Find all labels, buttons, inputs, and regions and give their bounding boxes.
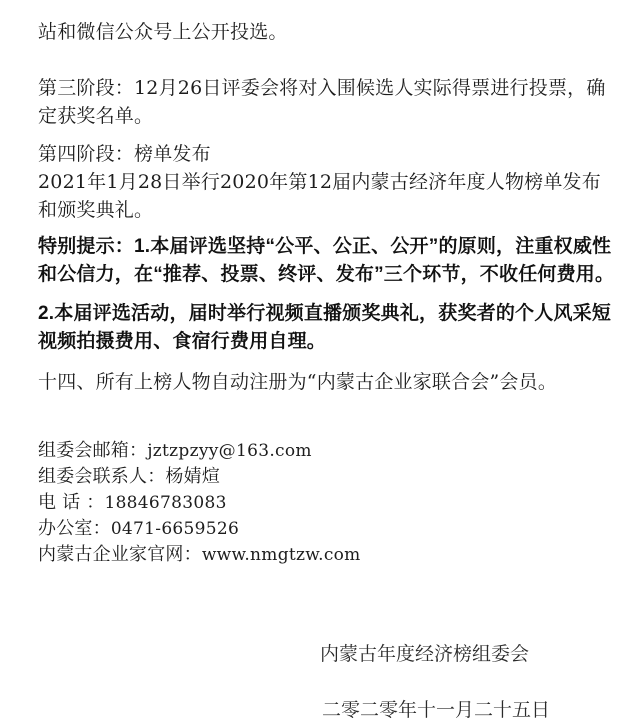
contact-office-line bbox=[38, 516, 618, 542]
contact-office-value: 0471-6659526 bbox=[110, 519, 240, 539]
paragraph-stage4-detail: 2021年1月28日举行2020年第12届内蒙古经济年度人物榜单发布和颁奖典礼。 bbox=[38, 171, 601, 221]
paragraph-stage4-heading: 第四阶段：榜单发布 bbox=[38, 143, 211, 165]
signature-committee: 内蒙古年度经济榜组委会 bbox=[320, 643, 530, 665]
contact-phone-label: 电 话 ： bbox=[38, 492, 105, 513]
paragraph-item-14: 十四、所有上榜人物自动注册为“内蒙古企业家联合会”会员。 bbox=[38, 371, 558, 393]
contact-email-value: jztzpzyy@163.com bbox=[147, 441, 312, 461]
contact-email-label: 组委会邮箱： bbox=[38, 440, 148, 461]
signature-date: 二零二零年十一月二十五日 bbox=[322, 699, 551, 721]
contact-person-line bbox=[38, 464, 618, 490]
paragraph-stage3: 第三阶段：12月26日评委会将对入围候选人实际得票进行投票，确定获奖名单。 bbox=[38, 77, 606, 127]
contact-phone-line bbox=[38, 490, 618, 516]
paragraph-continuation: 站和微信公众号上公开投选。 bbox=[38, 21, 288, 43]
contact-person-label: 组委会联系人： bbox=[38, 466, 166, 487]
special-notice-2: 2.本届评选活动，届时举行视频直播颁奖典礼，获奖者的个人风采短视频拍摄费用、食宿行费用自理。 bbox=[38, 303, 612, 352]
contact-person-value: 杨婧煊 bbox=[165, 466, 221, 487]
contact-website-label: 内蒙古企业家官网： bbox=[38, 544, 202, 565]
contact-phone-value: 18846783083 bbox=[104, 493, 227, 513]
contact-email-line bbox=[38, 438, 618, 464]
contact-website-value: www.nmgtzw.com bbox=[201, 545, 361, 565]
contact-website-line bbox=[38, 542, 618, 568]
contact-info-block bbox=[38, 438, 618, 568]
special-notice-1: 特别提示：1.本届评选坚持“公平、公正、公开”的原则，注重权威性和公信力，在“推荐、投票、终评、发布”三个环节，不收任何费用。 bbox=[38, 236, 615, 285]
contact-office-label: 办公室： bbox=[38, 518, 111, 539]
